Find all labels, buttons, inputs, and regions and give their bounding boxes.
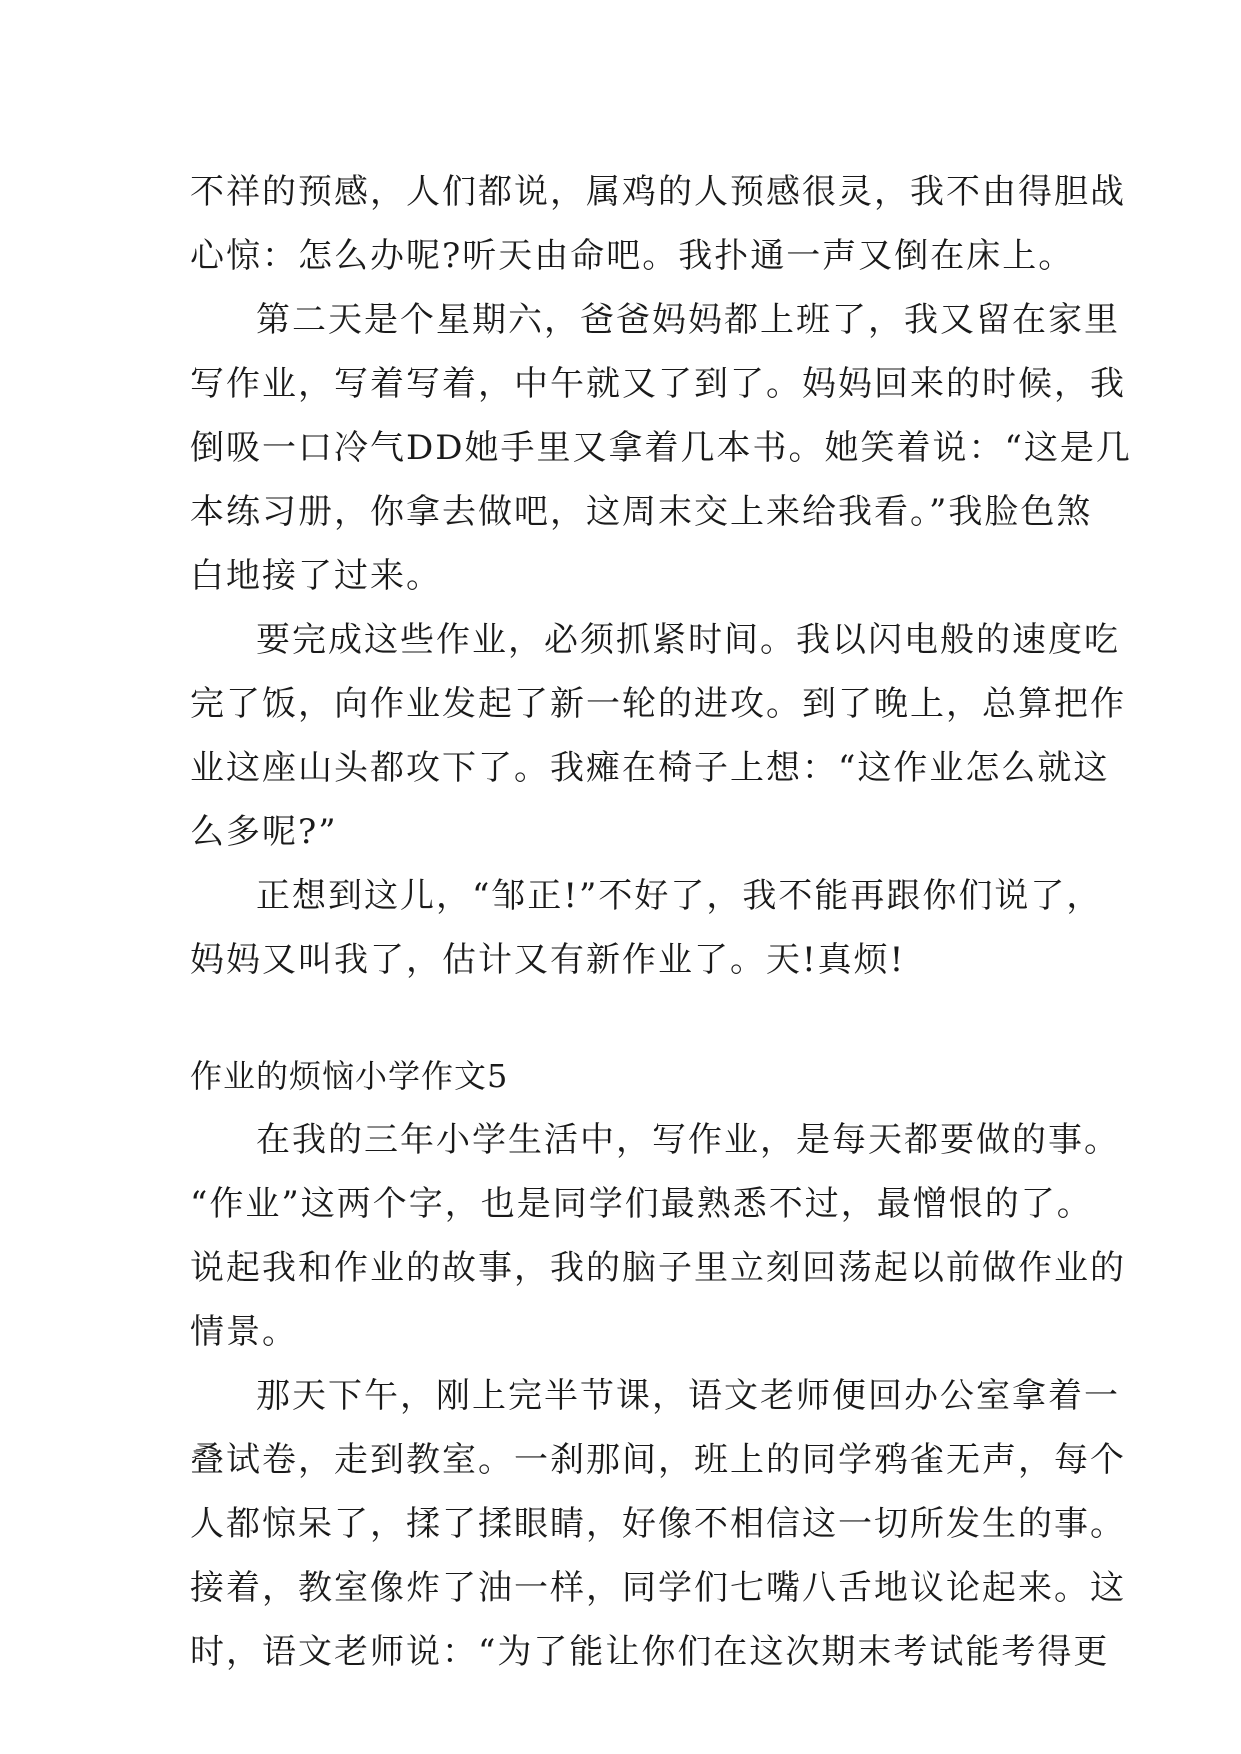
paragraph	[190, 864, 1103, 992]
text-line: 正想到这儿，“邹正!”不好了，我不能再跟你们说了，	[256, 876, 1103, 916]
text-line: 那天下午，刚上完半节课，语文老师便回办公室拿着一	[256, 1376, 1120, 1416]
text-line: 情景。	[190, 1312, 298, 1352]
text-line: 倒吸一口冷气DD她手里又拿着几本书。她笑着说：“这是几	[190, 428, 1132, 468]
text-line: 写作业，写着写着，中午就又了到了。妈妈回来的时候，我	[190, 364, 1126, 404]
text-line: 业这座山头都攻下了。我瘫在椅子上想：“这作业怎么就这	[190, 748, 1110, 788]
text-line: 心惊：怎么办呢?听天由命吧。我扑通一声又倒在床上。	[190, 236, 1075, 276]
paragraph	[190, 1108, 1126, 1364]
text-line: 叠试卷，走到教室。一刹那间，班上的同学鸦雀无声，每个	[190, 1440, 1126, 1480]
text-line: 不祥的预感，人们都说，属鸡的人预感很灵，我不由得胆战	[190, 172, 1126, 212]
section-gap	[190, 992, 1050, 1044]
paragraph	[190, 1364, 1126, 1684]
section-title: 作业的烦恼小学作文5	[190, 1057, 509, 1095]
text-line: 时，语文老师说：“为了能让你们在这次期末考试能考得更	[190, 1632, 1110, 1672]
paragraph	[190, 288, 1132, 608]
text-line: 第二天是个星期六，爸爸妈妈都上班了，我又留在家里	[256, 300, 1120, 340]
document-body	[190, 160, 1132, 1684]
paragraph	[190, 160, 1126, 288]
text-line: 要完成这些作业，必须抓紧时间。我以闪电般的速度吃	[256, 620, 1120, 660]
text-line: 本练习册，你拿去做吧，这周末交上来给我看。”我脸色煞	[190, 492, 1093, 532]
text-line: 说起我和作业的故事，我的脑子里立刻回荡起以前做作业的	[190, 1248, 1126, 1288]
text-line: 人都惊呆了，揉了揉眼睛，好像不相信这一切所发生的事。	[190, 1504, 1126, 1544]
text-line: 么多呢?”	[190, 812, 338, 852]
text-line: 在我的三年小学生活中，写作业，是每天都要做的事。	[256, 1120, 1120, 1160]
text-line: 接着，教室像炸了油一样，同学们七嘴八舌地议论起来。这	[190, 1568, 1126, 1608]
text-line: “作业”这两个字，也是同学们最熟悉不过，最憎恨的了。	[190, 1184, 1093, 1224]
text-line: 白地接了过来。	[190, 556, 442, 596]
text-line: 完了饭，向作业发起了新一轮的进攻。到了晚上，总算把作	[190, 684, 1126, 724]
paragraph	[190, 608, 1126, 864]
text-line: 妈妈又叫我了，估计又有新作业了。天!真烦!	[190, 940, 906, 980]
